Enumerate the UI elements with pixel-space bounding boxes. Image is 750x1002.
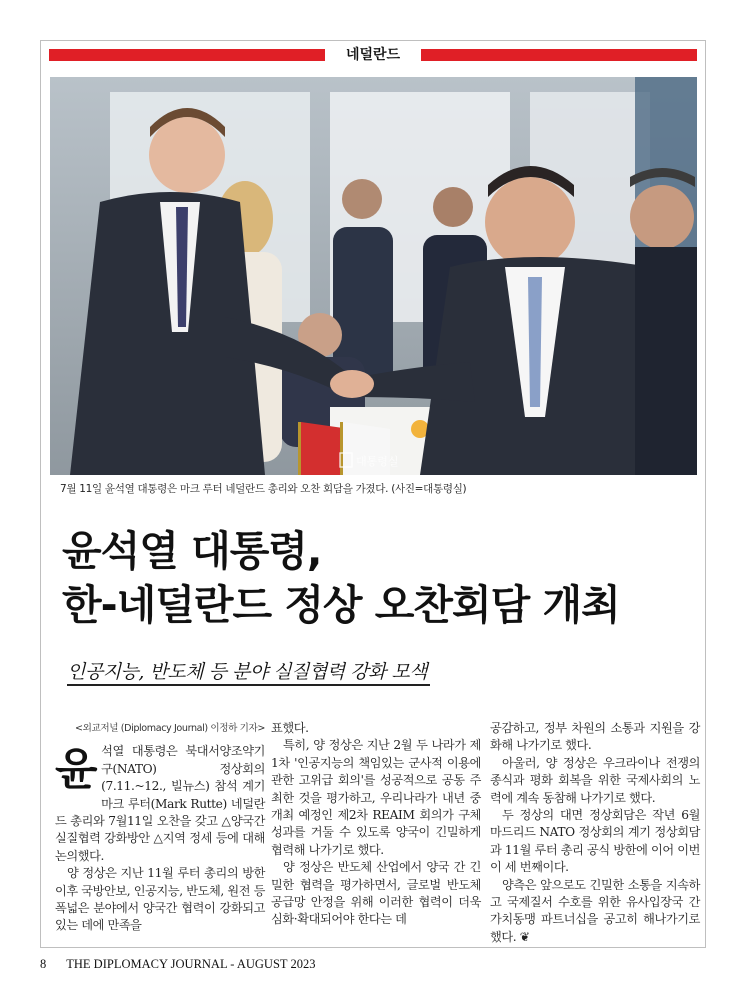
headline xyxy=(62,524,702,632)
paragraph: 공감하고, 정부 차원의 소통과 지원을 강화해 나가기로 했다. xyxy=(490,721,700,753)
page-number: 8 xyxy=(40,957,47,971)
paragraph: 윤석열 대통령은 북대서양조약기구(NATO) 정상회의(7.11.~12., 빌뉴스) 참석 계기 마크 루터(Mark Rutte) 네덜란드 총리와 7월11일 오찬을 갖고 △양국간 실질협력 강화방안 △지역 정세 등에 대해 논의했다. xyxy=(55,744,265,863)
end-mark-icon: ❦ xyxy=(519,929,530,944)
paragraph: 두 정상의 대면 정상회담은 작년 6월 마드리드 NATO 정상회의 계기 정상회담과 11월 루터 총리 공식 방한에 이어 이번이 세 번째이다. xyxy=(490,808,700,875)
paragraph: 표했다. xyxy=(271,721,309,735)
photo-watermark: 대통령실 xyxy=(356,455,399,468)
article-column-1 xyxy=(55,720,265,935)
byline: <외교저널 (Diplomacy Journal) 이정하 기자> xyxy=(74,723,265,734)
headline-line-1: 윤석열 대통령, xyxy=(62,527,322,575)
photo-illustration xyxy=(50,77,697,475)
subheadline-underline xyxy=(67,684,430,686)
article-column-3 xyxy=(490,720,700,946)
photo-caption: 7월 11일 윤석열 대통령은 마크 루터 네덜란드 총리와 오찬 회담을 가졌다. (사진=대통령실) xyxy=(60,483,467,495)
section-header xyxy=(49,46,697,64)
paragraph: 양측은 앞으로도 긴밀한 소통을 지속하고 국제질서 수호를 위한 유사입장국 간 가치동맹 파트너십을 공고히 해나가기로 했다. ❦ xyxy=(490,877,700,944)
handshake xyxy=(330,370,374,398)
paragraph: 양 정상은 반도체 산업에서 양국 간 긴밀한 협력을 평가하면서, 글로벌 반도체 공급망 안정을 위해 이러한 협력이 더욱 심화·확대되어야 한다는 데 xyxy=(271,860,481,927)
section-rule-right xyxy=(421,49,697,61)
headline-line-2: 한-네덜란드 정상 오찬회담 개최 xyxy=(62,581,620,629)
article-column-2 xyxy=(271,720,481,929)
paragraph: 특히, 양 정상은 지난 2월 두 나라가 제1차 '인공지능의 책임있는 군사적 이용에 관한 고위급 회의'를 성공적으로 공동 주최한 것을 평가하고, 우리나라가 내년 중 개최 예정인 제2차 REAIM 회의가 구체 성과를 거둘 수 있도록 양국이 긴밀하게 협력해 나가기로 했다. xyxy=(271,738,481,857)
lead-photo xyxy=(50,77,697,475)
page-footer xyxy=(40,957,315,972)
section-rule-left xyxy=(49,49,325,61)
dropcap: 윤 xyxy=(55,744,98,796)
publication-name: THE DIPLOMACY JOURNAL - AUGUST 2023 xyxy=(66,957,316,971)
paragraph: 아울러, 양 정상은 우크라이나 전쟁의 종식과 평화 회복을 위한 국제사회의 노력에 계속 동참해 나가기로 했다. xyxy=(490,755,700,805)
subheadline: 인공지능, 반도체 등 분야 실질협력 강화 모색 xyxy=(67,661,428,683)
section-label: 네덜란드 xyxy=(345,47,401,63)
paragraph: 양 정상은 지난 11월 루터 총리의 방한 이후 국방안보, 인공지능, 반도체, 원전 등 폭넓은 분야에서 양국간 협력이 강화되고 있는 데에 만족을 xyxy=(55,866,265,933)
